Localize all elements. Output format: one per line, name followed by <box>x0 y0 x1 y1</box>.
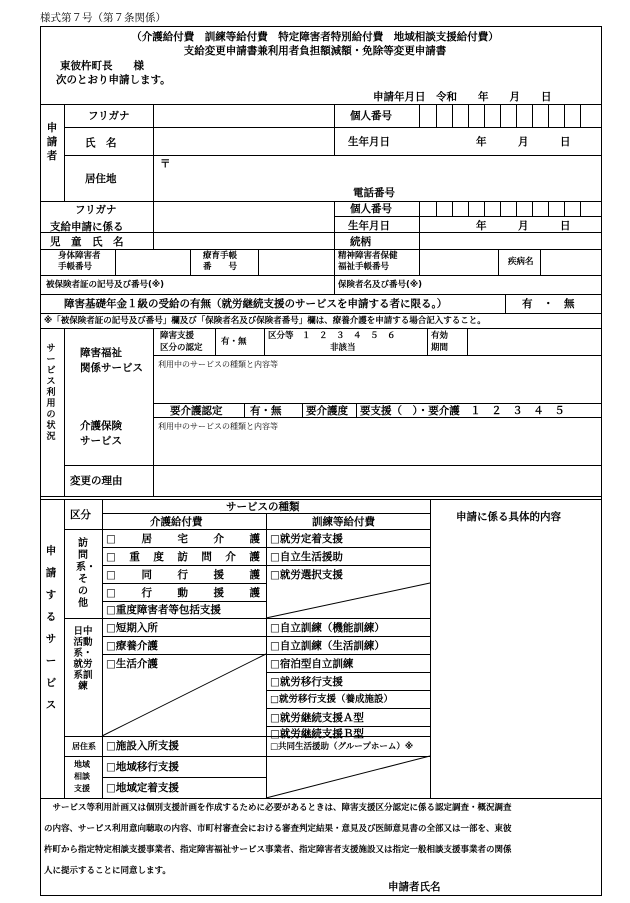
form-title-line1: （介護給付費 訓練等給付費 特定障害者特別給付費 地域相談支援給付費） <box>131 31 499 43</box>
kunren-4[interactable]: □自立訓練（機能訓練） <box>270 622 385 634</box>
kaigo-visit-4[interactable]: □ 行 動 援 護 <box>106 587 260 599</box>
kaigo-visit-2[interactable]: □ 重 度 訪 問 介 護 <box>106 551 260 563</box>
kunren-1[interactable]: □就労定着支援 <box>270 533 343 545</box>
welfare-in-use-label: 利用中のサービスの種類と内容等 <box>158 360 278 369</box>
community-group-label-3: 支援 <box>74 784 90 793</box>
child-furigana-label: フリガナ <box>75 204 117 216</box>
kunren-2[interactable]: □自立生活援助 <box>270 551 343 563</box>
grade-label[interactable]: 区分等 １ ２ ３ ４ ５ ６ <box>268 331 396 341</box>
welfare-service-label-1: 障害福祉 <box>80 347 122 359</box>
kunren-5[interactable]: □自立訓練（生活訓練） <box>270 640 385 652</box>
kunren-3[interactable]: □就労選択支援 <box>270 569 343 581</box>
welfare-service-label-2: 関係サービス <box>80 362 143 374</box>
detail-header: 申請に係る具体的内容 <box>456 511 561 523</box>
child-birth-label: 生年月日 <box>348 220 390 232</box>
kaigo-visit-3[interactable]: □ 同 行 援 護 <box>106 569 260 581</box>
care-service-label-1: 介護保険 <box>80 420 122 432</box>
kunren-7[interactable]: □就労移行支援 <box>270 676 343 688</box>
visit-group-label: 訪問系・その他 <box>76 538 96 609</box>
kaigo-day-1[interactable]: □短期入所 <box>106 622 158 634</box>
consent-line-1: サービス等利用計画又は個別支援計画を作成するために必要があるときは、障害支援区分認定に係る認定調査・概況調査 <box>44 803 512 813</box>
kunren-10[interactable]: □就労継続支援Ｂ型 <box>270 728 364 740</box>
applicant-furigana-label: フリガナ <box>88 110 130 122</box>
kunren-residence[interactable]: □共同生活援助（グループホーム）※ <box>270 742 414 752</box>
insured-number-label: 被保険者証の記号及び番号(※) <box>46 280 165 290</box>
pension-choice[interactable]: 有 ・ 無 <box>522 298 575 310</box>
child-my-number-label: 個人番号 <box>350 203 392 215</box>
physical-card-label-1: 身体障害者 <box>58 251 101 261</box>
child-relation-label: 続柄 <box>350 236 371 248</box>
insurer-label: 保険者名及び番号(※) <box>338 280 423 290</box>
addressee: 東彼杵町長 様 <box>60 60 144 72</box>
usage-section-label: サービス利用の状況 <box>46 344 56 442</box>
kaigo-residence[interactable]: □施設入所支援 <box>106 740 179 752</box>
ryoiku-card-label-1: 療育手帳 <box>203 251 238 261</box>
applicant-my-number-label: 個人番号 <box>350 110 392 122</box>
signature-label[interactable]: 申請者氏名 <box>388 881 441 893</box>
postal-mark: 〒 <box>160 158 171 170</box>
valid-period-label-1: 有効 <box>431 331 449 341</box>
child-name-label-2: 児 童 氏 名 <box>50 236 124 248</box>
community-group-label-2: 相談 <box>74 772 90 781</box>
form-title-line2: 支給変更申請書兼利用者負担額減額・免除等変更申請書 <box>183 45 447 57</box>
community-group-label-1: 地域 <box>74 760 90 769</box>
care-level-label: 要介護度 <box>306 405 348 417</box>
kunren-9[interactable]: □就労継続支援Ａ型 <box>270 712 364 724</box>
kunren-8[interactable]: □就労移行支援（養成施設） <box>270 694 393 705</box>
care-service-label-2: サービス <box>80 435 122 447</box>
mental-card-label-2: 福祉手帳番号 <box>338 262 390 272</box>
care-cert-choice[interactable]: 有・無 <box>250 405 282 417</box>
community-1[interactable]: □地域移行支援 <box>106 761 179 773</box>
applicant-address-label: 居住地 <box>85 173 117 185</box>
disability-cert-label-2: 区分の認定 <box>160 343 203 353</box>
kaigo-day-2[interactable]: □療養介護 <box>106 640 158 652</box>
applicant-section-label: 申請者 <box>46 122 58 162</box>
grade-not-applicable[interactable]: 非該当 <box>330 343 356 353</box>
kaigo-header: 介護給付費 <box>150 516 203 528</box>
disability-cert-label-1: 障害支援 <box>160 331 195 341</box>
care-in-use-label: 利用中のサービスの種類と内容等 <box>158 422 278 431</box>
care-level-scale[interactable]: 要支援（ ）・要介護 １ ２ ３ ４ ５ <box>360 405 565 417</box>
form-number: 様式第７号（第７条関係） <box>40 12 166 24</box>
kaigo-day-3[interactable]: □生活介護 <box>106 658 158 670</box>
valid-period-label-2: 期間 <box>431 343 449 353</box>
applicant-birth-date[interactable]: 年 月 日 <box>476 136 571 148</box>
mental-card-label-1: 精神障害者保健 <box>338 251 398 261</box>
pension-label: 障害基礎年金１級の受給の有無（就労継続支援のサービスを申請する者に限る。） <box>64 298 448 310</box>
service-type-header: サービスの種類 <box>226 501 300 513</box>
kunren-6[interactable]: □宿泊型自立訓練 <box>270 658 354 670</box>
applicant-phone-label: 電話番号 <box>353 187 395 199</box>
ryoiku-card-label-2: 番 号 <box>203 262 238 272</box>
disease-label: 疾病名 <box>508 257 534 267</box>
kunren-header: 訓練等給付費 <box>312 516 375 528</box>
physical-card-label-2: 手帳番号 <box>58 262 93 272</box>
request-statement: 次のとおり申請します。 <box>56 74 171 86</box>
request-section-label: 申請するサービス <box>45 545 57 711</box>
consent-line-2: の内容、サービス利用意向聴取の内容、市町村審査会における審査判定結果・意見及び医師意見書の全部又は一部を、東彼 <box>44 824 512 834</box>
applicant-birth-label: 生年月日 <box>348 136 390 148</box>
kaigo-visit-1[interactable]: □ 居 宅 介 護 <box>106 533 260 545</box>
disability-cert-choice[interactable]: 有・無 <box>221 337 247 347</box>
insured-note: ※「被保険者証の記号及び番号」欄及び「保険者名及び保険者番号」欄は、療養介護を申請する場合記入すること。 <box>44 316 486 326</box>
child-birth-date[interactable]: 年 月 日 <box>476 220 571 232</box>
applicant-name-label: 氏 名 <box>85 137 117 149</box>
child-name-label-1: 支給申請に係る <box>50 221 124 233</box>
day-group-label: 日中活動系・就労系訓練 <box>73 626 93 692</box>
kaigo-visit-5[interactable]: □重度障害者等包括支援 <box>106 604 221 616</box>
care-cert-label: 要介護認定 <box>170 405 223 417</box>
residence-group-label: 居住系 <box>72 742 96 751</box>
consent-line-4: 人に提示することに同意します。 <box>44 866 171 876</box>
category-header: 区分 <box>70 509 91 521</box>
community-2[interactable]: □地域定着支援 <box>106 782 179 794</box>
change-reason-label: 変更の理由 <box>70 475 123 487</box>
application-date[interactable]: 申請年月日 令和 年 月 日 <box>373 91 552 103</box>
consent-line-3: 杵町から指定特定相談支援事業者、指定障害福祉サービス事業者、指定障害者支援施設又は指定一般相談支援事業者の関係 <box>44 845 512 855</box>
